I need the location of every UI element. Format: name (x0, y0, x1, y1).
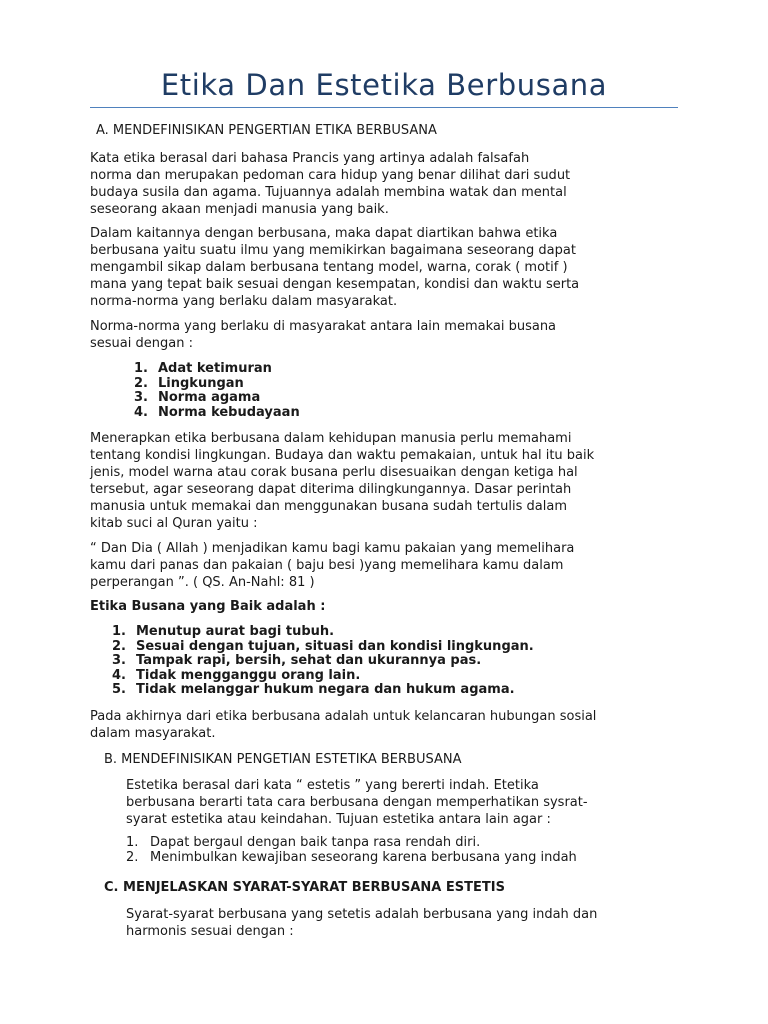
list-item (126, 836, 577, 851)
list-item-text: Tampak rapi, bersih, sehat dan ukurannya pas. (136, 653, 482, 668)
list-item-text: Lingkungan (158, 375, 244, 391)
document-title: Etika Dan Estetika Berbusana (160, 68, 608, 102)
list-item-number: 1. (112, 624, 126, 639)
section-b-paragraph-1: Estetika berasal dari kata “ estetis ” yang bererti indah. Etetika berbusana berarti tata cara berbusana dengan memperhatikan sysrat- syarat estetika atau keindahan. Tujuan estetika antara lain agar : (126, 778, 588, 827)
section-c-heading: C. MENJELASKAN SYARAT-SYARAT BERBUSANA ESTETIS (104, 880, 505, 895)
list-item (112, 654, 534, 669)
section-a-paragraph-5: Pada akhirnya dari etika berbusana adalah untuk kelancaran hubungan sosial dalam masyarakat. (90, 709, 597, 741)
section-a-paragraph-4: Menerapkan etika berbusana dalam kehidupan manusia perlu memahami tentang kondisi lingkungan. Budaya dan waktu pemakaian, untuk hal itu baik jenis, model warna atau corak busana perlu disesuaikan dengan ketiga hal tersebut, agar seseorang dapat diterima dilingkungannya. Dasar perintah manusia untuk memakai dan menggunakan busana sudah tertulis dalam kitab suci al Quran yaitu : (90, 431, 595, 531)
list-item (134, 406, 300, 421)
etika-busana-subheading: Etika Busana yang Baik adalah : (90, 599, 326, 614)
list-item-text: Dapat bergaul dengan baik tanpa rasa rendah diri. (150, 835, 481, 850)
list-item-number: 3. (112, 653, 126, 668)
section-c-paragraph-1: Syarat-syarat berbusana yang setetis adalah berbusana yang indah dan harmonis sesuai dengan : (126, 907, 598, 939)
list-item-number: 4. (112, 667, 126, 683)
list-item-text: Norma agama (158, 390, 261, 405)
list-item (134, 362, 300, 377)
list-item-text: Tidak mengganggu orang lain. (136, 667, 361, 683)
list-item (112, 625, 534, 640)
list-item (112, 669, 534, 684)
quran-quote: “ Dan Dia ( Allah ) menjadikan kamu bagi kamu pakaian yang memelihara kamu dari panas dan pakaian ( baju besi )yang memelihara kamu dalam perperangan ”. ( QS. An-Nahl: 81 ) (90, 541, 575, 590)
section-a-paragraph-1: Kata etika berasal dari bahasa Prancis yang artinya adalah falsafah norma dan merupakan pedoman cara hidup yang benar dilihat dari sudut budaya susila dan agama. Tujuannya adalah membina watak dan mental seseorang akaan menjadi manusia yang baik. (90, 151, 571, 217)
list-item-number: 1. (134, 361, 148, 376)
section-b-heading: B. MENDEFINISIKAN PENGETIAN ESTETIKA BERBUSANA (104, 752, 462, 767)
section-a-paragraph-2: Dalam kaitannya dengan berbusana, maka dapat diartikan bahwa etika berbusana yaitu suatu ilmu yang memikirkan bagaimana seseorang dapat mengambil sikap dalam berbusana tentang model, warna, corak ( motif ) mana yang tepat baik sesuai dengan kesempatan, kondisi dan waktu serta norma-norma yang berlaku dalam masyarakat. (90, 226, 580, 309)
list-item-text: Norma kebudayaan (158, 404, 300, 420)
norma-list (134, 362, 300, 420)
list-item-text: Adat ketimuran (158, 361, 272, 376)
list-item-number: 2. (112, 638, 126, 654)
list-item (112, 683, 534, 698)
list-item-number: 2. (126, 849, 139, 865)
list-item-text: Sesuai dengan tujuan, situasi dan kondisi lingkungan. (136, 638, 534, 654)
list-item-number: 2. (134, 375, 148, 391)
list-item-number: 3. (134, 390, 148, 405)
section-a-heading: A. MENDEFINISIKAN PENGERTIAN ETIKA BERBUSANA (96, 123, 437, 138)
etika-busana-list (112, 625, 534, 698)
list-item-number: 4. (134, 404, 148, 420)
list-item (134, 391, 300, 406)
list-item-number: 1. (126, 835, 139, 850)
title-underline (90, 107, 678, 108)
list-item-text: Tidak melanggar hukum negara dan hukum agama. (136, 682, 515, 697)
list-item-text: Menutup aurat bagi tubuh. (136, 624, 335, 639)
list-item (126, 851, 577, 866)
section-a-paragraph-3: Norma-norma yang berlaku di masyarakat antara lain memakai busana sesuai dengan : (90, 319, 557, 351)
list-item (134, 377, 300, 392)
estetika-goal-list (126, 836, 577, 865)
list-item-text: Menimbulkan kewajiban seseorang karena berbusana yang indah (150, 849, 577, 865)
list-item-number: 5. (112, 682, 126, 697)
list-item (112, 640, 534, 655)
